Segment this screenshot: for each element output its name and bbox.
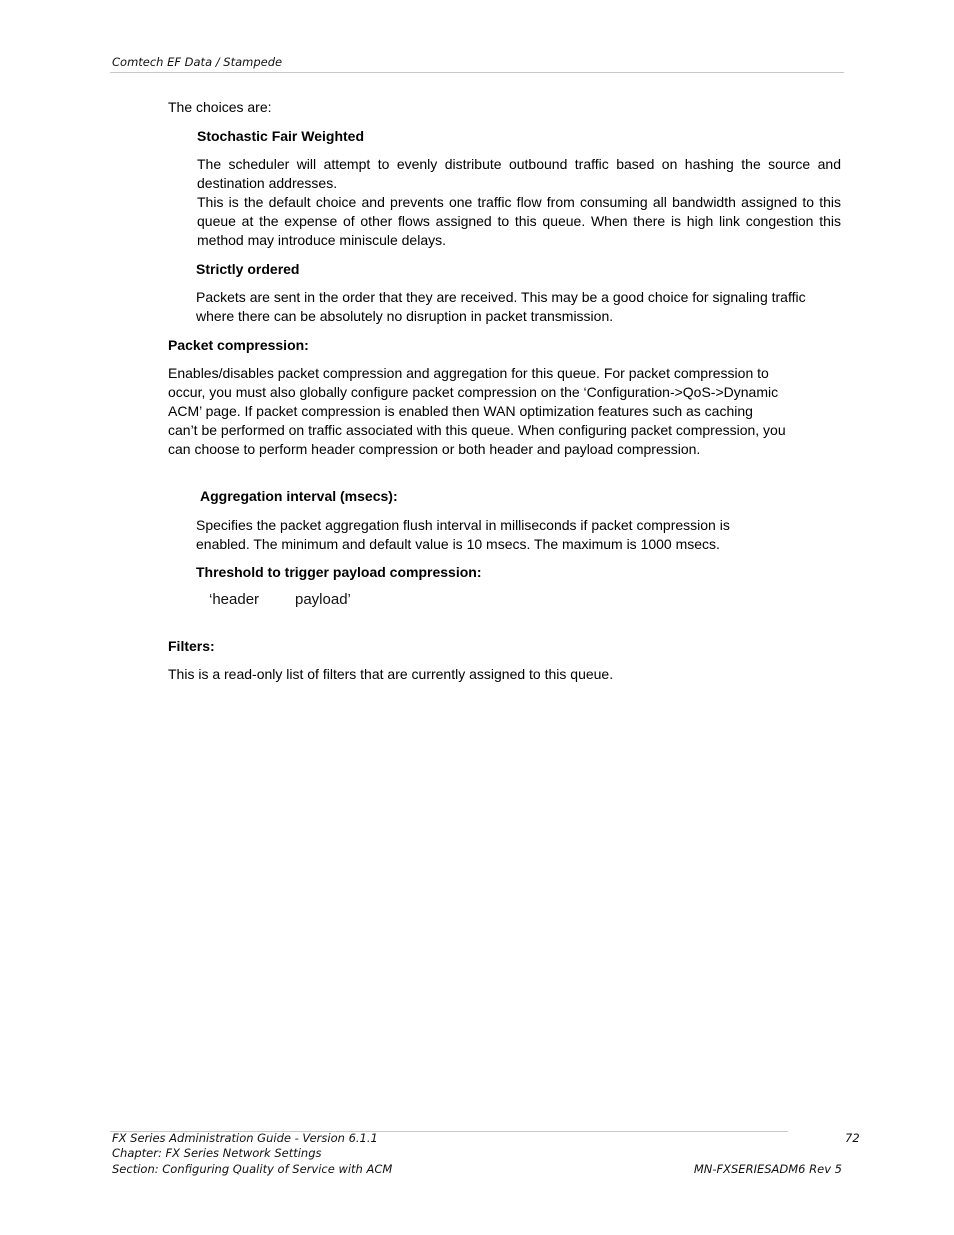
aggregation-heading: Aggregation interval (msecs): <box>200 488 398 504</box>
threshold-word-payload: payload’ <box>295 591 351 608</box>
sfw-paragraph-2: This is the default choice and prevents one traffic flow from consuming all bandwidth assigned to this queue at the expense of other flows assigned to this queue. When there is high link congestion this method may introduce miniscule delays. <box>197 194 841 248</box>
running-header: Comtech EF Data / Stampede <box>112 55 283 69</box>
strict-paragraph: Packets are sent in the order that they are received. This may be a good choice for signaling traffic where there can be absolutely no disruption in packet transmission. <box>196 289 806 324</box>
threshold-word-header: ‘header <box>209 591 260 608</box>
compression-paragraph: Enables/disables packet compression and aggregation for this queue. For packet compression to occur, you must also globally configure packet compression on the ‘Configuration->QoS->Dynamic ACM’ page. If packet compression is enabled then WAN optimization features such as caching can’t be performed on traffic associated with this queue. When configuring packet compression, you can choose to perform header compression or both header and payload compression. <box>168 365 786 457</box>
footer-document-id: MN-FXSERIESADM6 Rev 5 <box>693 1162 842 1176</box>
footer-chapter: Chapter: FX Series Network Settings <box>112 1146 322 1160</box>
filters-heading: Filters: <box>168 638 215 654</box>
threshold-heading: Threshold to trigger payload compression: <box>196 564 482 580</box>
header-rule <box>110 72 844 73</box>
footer-section: Section: Configuring Quality of Service with ACM <box>112 1162 393 1176</box>
compression-heading: Packet compression: <box>168 337 309 353</box>
sfw-heading: Stochastic Fair Weighted <box>197 128 364 144</box>
filters-paragraph: This is a read-only list of filters that are currently assigned to this queue. <box>168 666 614 682</box>
strict-heading: Strictly ordered <box>196 261 300 277</box>
sfw-paragraph-1: The scheduler will attempt to evenly distribute outbound traffic based on hashing the source and destination addresses. <box>197 156 841 191</box>
footer-page-number: 72 <box>845 1131 860 1145</box>
intro-text: The choices are: <box>168 99 272 115</box>
footer-guide-title: FX Series Administration Guide - Version 6.1.1 <box>112 1131 378 1145</box>
aggregation-paragraph: Specifies the packet aggregation flush interval in milliseconds if packet compression is enabled. The minimum and default value is 10 msecs. The maximum is 1000 msecs. <box>196 517 730 552</box>
